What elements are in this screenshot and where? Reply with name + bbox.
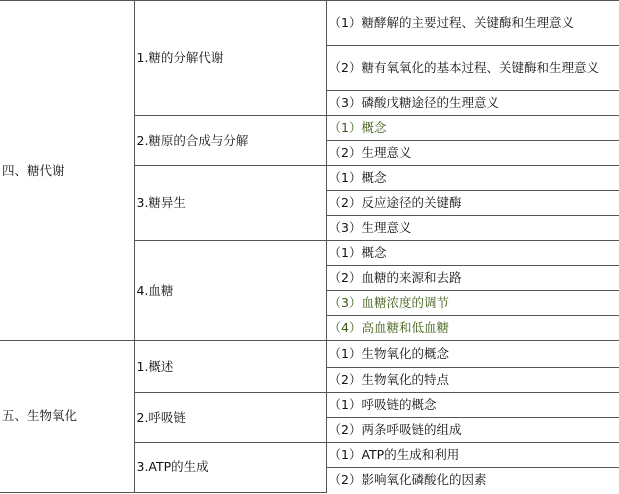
knowledge-point: （3）生理意义 <box>326 216 619 241</box>
knowledge-point: （1）概念 <box>326 116 619 141</box>
topic-title: 4.血糖 <box>134 241 326 341</box>
topic-title: 2.呼吸链 <box>134 393 326 443</box>
knowledge-point: （3）磷酸戊糖途径的生理意义 <box>326 91 619 116</box>
topic-title: 1.糖的分解代谢 <box>134 1 326 116</box>
knowledge-point: （3）血糖浓度的调节 <box>326 291 619 316</box>
knowledge-point: （1）呼吸链的概念 <box>326 393 619 418</box>
knowledge-point: （2）反应途径的关键酶 <box>326 191 619 216</box>
knowledge-point: （1）生物氧化的概念 <box>326 341 619 368</box>
knowledge-point: （2）生物氧化的特点 <box>326 368 619 393</box>
knowledge-point: （2）两条呼吸链的组成 <box>326 418 619 443</box>
chapter-title: 五、生物氧化 <box>0 341 134 493</box>
table-row <box>0 1 619 46</box>
knowledge-point: （2）生理意义 <box>326 141 619 166</box>
knowledge-point: （1）ATP的生成和利用 <box>326 443 619 468</box>
topic-title: 1.概述 <box>134 341 326 393</box>
topic-title: 2.糖原的合成与分解 <box>134 116 326 166</box>
knowledge-point: （1）概念 <box>326 241 619 266</box>
chapter-title: 四、糖代谢 <box>0 1 134 341</box>
table-row <box>0 341 619 368</box>
topic-title: 3.ATP的生成 <box>134 443 326 493</box>
knowledge-point: （4）高血糖和低血糖 <box>326 316 619 341</box>
knowledge-point: （2）糖有氧氧化的基本过程、关键酶和生理意义 <box>326 46 619 91</box>
topic-title: 3.糖异生 <box>134 166 326 241</box>
knowledge-point: （2）影响氧化磷酸化的因素 <box>326 468 619 493</box>
knowledge-point: （1）糖酵解的主要过程、关键酶和生理意义 <box>326 1 619 46</box>
knowledge-point: （1）概念 <box>326 166 619 191</box>
knowledge-point: （2）血糖的来源和去路 <box>326 266 619 291</box>
